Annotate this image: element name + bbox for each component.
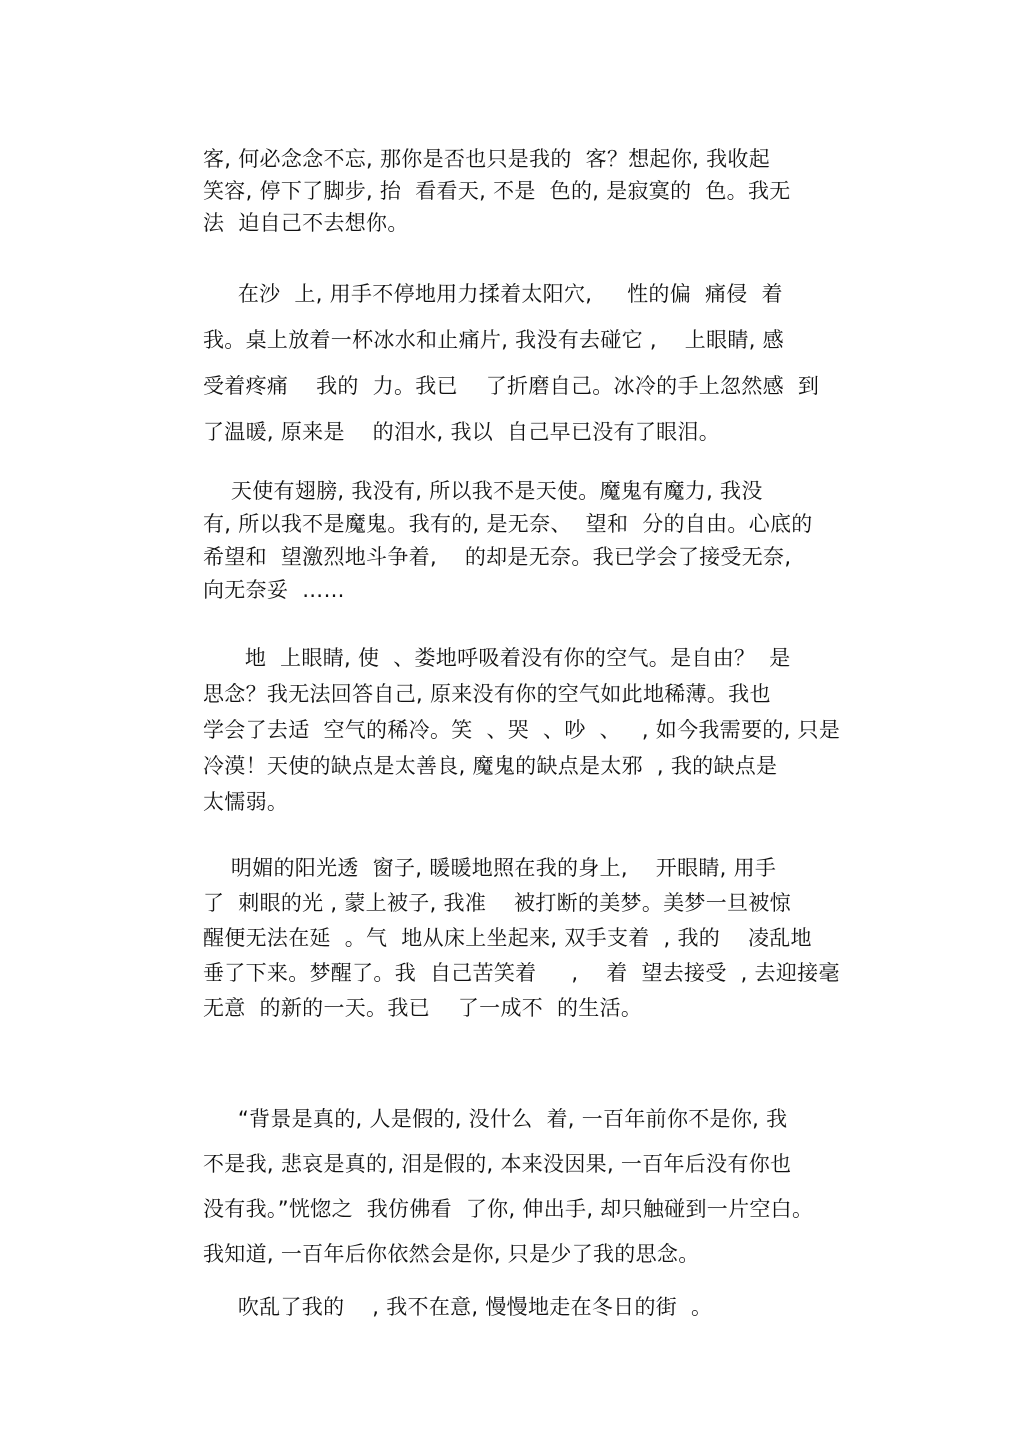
text-line: 不是我, 悲哀是真的, 泪是假的, 本来没因果, 一百年后没有你也	[203, 1152, 792, 1176]
text-line: 无意 的新的一天。我已 了一成不 的生活。	[203, 996, 643, 1020]
paragraph-1	[203, 143, 843, 239]
paragraph-2	[203, 271, 843, 455]
text-line: 思念？我无法回答自己, 原来没有你的空气如此地稀薄。我也	[203, 682, 771, 706]
paragraph-3	[203, 475, 843, 607]
text-line: 笑容, 停下了脚步, 抬 看看天, 不是 色的, 是寂寞的 色。我无	[203, 179, 791, 203]
paragraph-6	[203, 1097, 843, 1277]
paragraph-7	[203, 1291, 843, 1323]
text-line: 地 上眼睛, 使 、娄地呼吸着没有你的空气。是自由？ 是	[203, 646, 791, 670]
text-line: 学会了去适 空气的稀冷。笑 、哭 、吵 、 , 如今我需要的, 只是	[203, 718, 841, 742]
text-line: 我知道, 一百年后你依然会是你, 只是少了我的思念。	[203, 1242, 700, 1266]
text-line: 法 迫自己不去想你。	[203, 211, 409, 235]
text-line: 希望和 望激烈地斗争着, 的却是无奈。我已学会了接受无奈,	[203, 545, 792, 569]
text-line: “背景是真的, 人是假的, 没什么 着, 一百年前你不是你, 我	[203, 1107, 788, 1131]
text-line: 太懦弱。	[203, 790, 289, 814]
text-line: 垂了下来。梦醒了。我 自己苦笑着 , 着 望去接受 , 去迎接毫	[203, 961, 840, 985]
text-line: 醒便无法在延 。气 地从床上坐起来, 双手支着 , 我的 凌乱地	[203, 926, 812, 950]
text-line: 客, 何必念念不忘, 那你是否也只是我的 客？想起你, 我收起	[203, 147, 770, 171]
text-line: 在沙 上, 用手不停地用力揉着太阳穴, 性的偏 痛侵 着	[203, 282, 783, 306]
text-line: 冷漠！天使的缺点是太善良, 魔鬼的缺点是太邪 , 我的缺点是	[203, 754, 778, 778]
text-line: 向无奈妥 ……	[203, 578, 345, 602]
text-line: 没有我。”恍惚之 我仿佛看 了你, 伸出手, 却只触碰到一片空白。	[203, 1197, 814, 1221]
text-line: 我。桌上放着一杯冰水和止痛片, 我没有去碰它 , 上眼睛, 感	[203, 328, 784, 352]
text-line: 有, 所以我不是魔鬼。我有的, 是无奈、 望和 分的自由。心底的	[203, 512, 813, 536]
paragraph-5	[203, 851, 843, 1026]
paragraph-4	[203, 640, 843, 820]
text-line: 了温暖, 原来是 的泪水, 我以 自己早已没有了眼泪。	[203, 420, 721, 444]
text-line: 吹乱了我的 , 我不在意, 慢慢地走在冬日的街 。	[203, 1295, 713, 1319]
text-line: 明媚的阳光透 窗子, 暖暖地照在我的身上, 开眼睛, 用手	[203, 856, 777, 880]
text-line: 天使有翅膀, 我没有, 所以我不是天使。魔鬼有魔力, 我没	[203, 479, 763, 503]
text-line: 受着疼痛 我的 力。我已 了折磨自己。冰冷的手上忽然感 到	[203, 374, 820, 398]
text-line: 了 刺眼的光 , 蒙上被子, 我准 被打断的美梦。美梦一旦被惊	[203, 891, 791, 915]
